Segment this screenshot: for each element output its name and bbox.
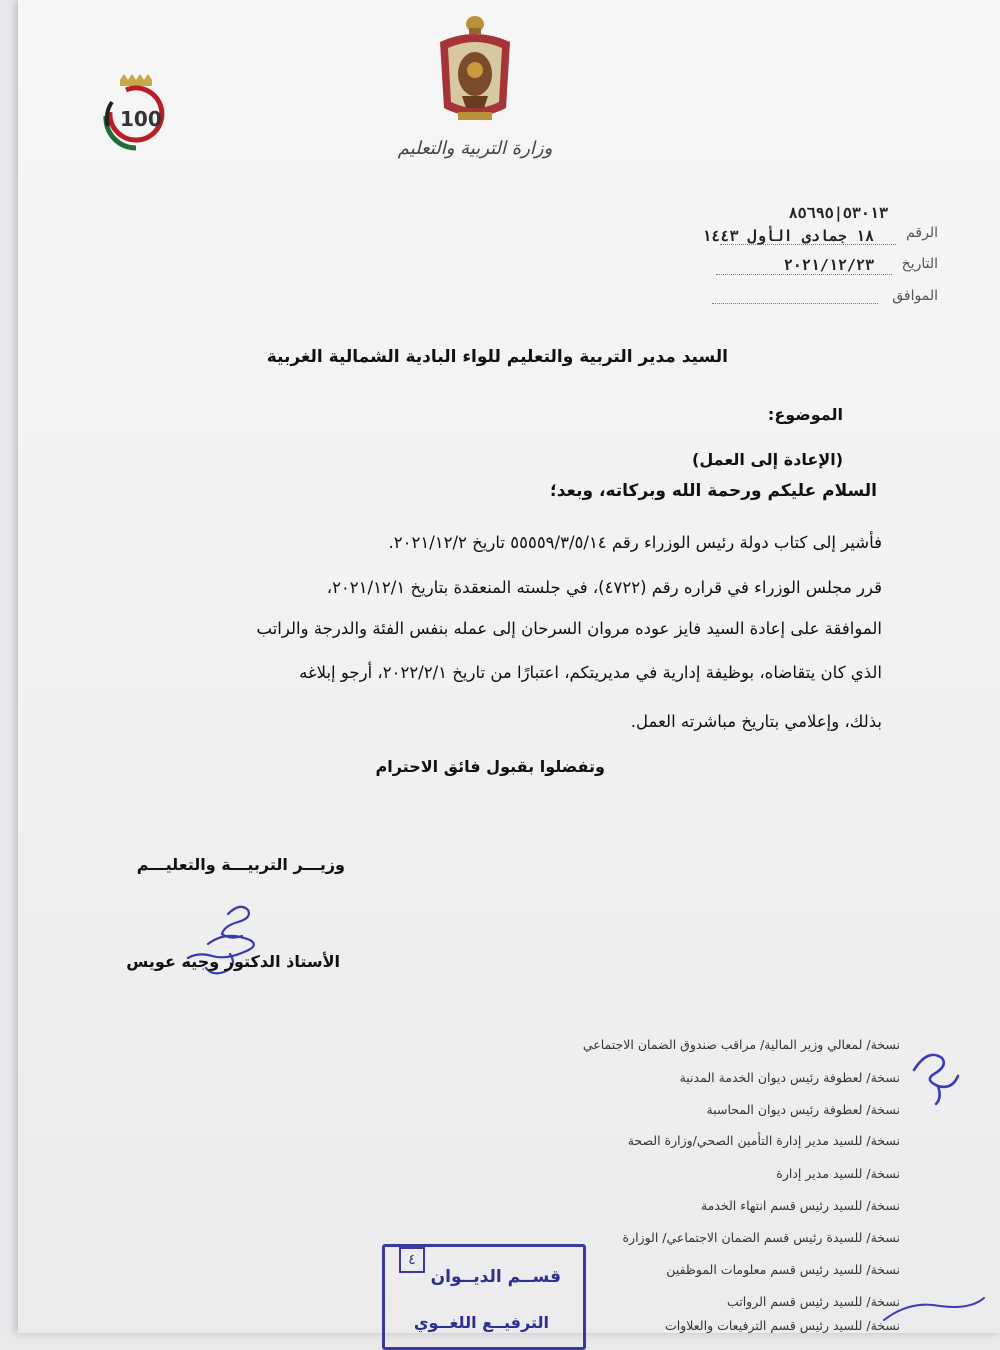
reference-number-value: ٥٣٠١٣|٨٥٦٩٥ [788, 204, 888, 222]
cc-item: نسخة/ للسيد رئيس قسم انتهاء الخدمة [700, 1198, 900, 1213]
ministry-header-name: وزارة التربية والتعليم [397, 138, 553, 159]
corresponding-dotted-line [712, 303, 878, 304]
cc-item: نسخة/ لمعالي وزير المالية/ مراقب صندوق الضمان الاجتماعي [582, 1037, 900, 1052]
cc-item: نسخة/ لعطوفة رئيس ديوان الخدمة المدنية [679, 1070, 900, 1085]
greeting: السلام عليكم ورحمة الله وبركاته، وبعد؛ [549, 481, 877, 501]
cc-item: نسخة/ لعطوفة رئيس ديوان المحاسبة [706, 1102, 900, 1117]
number-dotted-line [720, 244, 896, 245]
minister-title: وزيـــر التربيـــة والتعليـــم [136, 855, 345, 874]
paragraph-line: بذلك، وإعلامي بتاريخ مباشرته العمل. [630, 712, 882, 731]
cc-item: نسخة/ للسيد رئيس قسم الترفيعات والعلاوات [665, 1318, 900, 1333]
stamp-line-1: قســم الديــوان [430, 1267, 561, 1287]
cc-item: نسخة/ للسيد رئيس قسم معلومات الموظفين [666, 1262, 900, 1277]
reference-number-label: الرقم [906, 225, 938, 241]
stamp-line-2: الترفيــع اللغــوي [413, 1313, 549, 1332]
subject-label: الموضوع: [767, 405, 843, 424]
minister-name: الأستاذ الدكتور وجيه عويس [126, 952, 340, 971]
stamp-number: ٤ [399, 1247, 425, 1273]
closing-line: وتفضلوا بقبول فائق الاحترام [375, 757, 605, 776]
addressee: السيد مدير التربية والتعليم للواء البادية الشمالية الغربية [266, 347, 728, 367]
paragraph-line: قرر مجلس الوزراء في قراره رقم (٤٧٢٢)، في جلسته المنعقدة بتاريخ ٢٠٢١/١٢/١، [326, 578, 882, 597]
department-stamp [382, 1244, 586, 1350]
subject-value: (الإعادة إلى العمل) [692, 450, 843, 469]
centennial-number: 100 [120, 107, 162, 131]
corner-handwritten-mark [880, 1290, 990, 1330]
cc-item: نسخة/ للسيد مدير إدارة [776, 1166, 900, 1181]
centennial-logo [96, 72, 176, 154]
paragraph-line: الذي كان يتقاضاه، بوظيفة إدارية في مديريتكم، اعتبارًا من تاريخ ٢٠٢٢/٢/١، أرجو إبلاغه [299, 663, 882, 682]
cc-item: نسخة/ للسيد مدير إدارة التأمين الصحي/وزارة الصحة [627, 1133, 900, 1148]
paragraph-line: فأشير إلى كتاب دولة رئيس الوزراء رقم ٥٥٥٥٩/٣/٥/١٤ تاريخ ٢٠٢١/١٢/٢. [388, 533, 882, 552]
hijri-date-value: ١٨ جمادى الأول ١٤٤٣ [702, 227, 874, 245]
paragraph-line: الموافقة على إعادة السيد فايز عوده مروان السرحان إلى عمله بنفس الفئة والدرجة والراتب [256, 619, 882, 638]
date-value: ٢٠٢١/١٢/٢٣ [783, 256, 874, 274]
cc-item: نسخة/ للسيدة رئيس قسم الضمان الاجتماعي/ الوزارة [622, 1230, 900, 1245]
cc-item: نسخة/ للسيد رئيس قسم الرواتب [726, 1294, 900, 1309]
date-dotted-line [716, 274, 892, 275]
handwritten-initial [908, 1036, 968, 1106]
corresponding-label: الموافق [892, 288, 938, 304]
date-label: التاريخ [901, 256, 938, 272]
coat-of-arms-emblem [432, 12, 518, 128]
